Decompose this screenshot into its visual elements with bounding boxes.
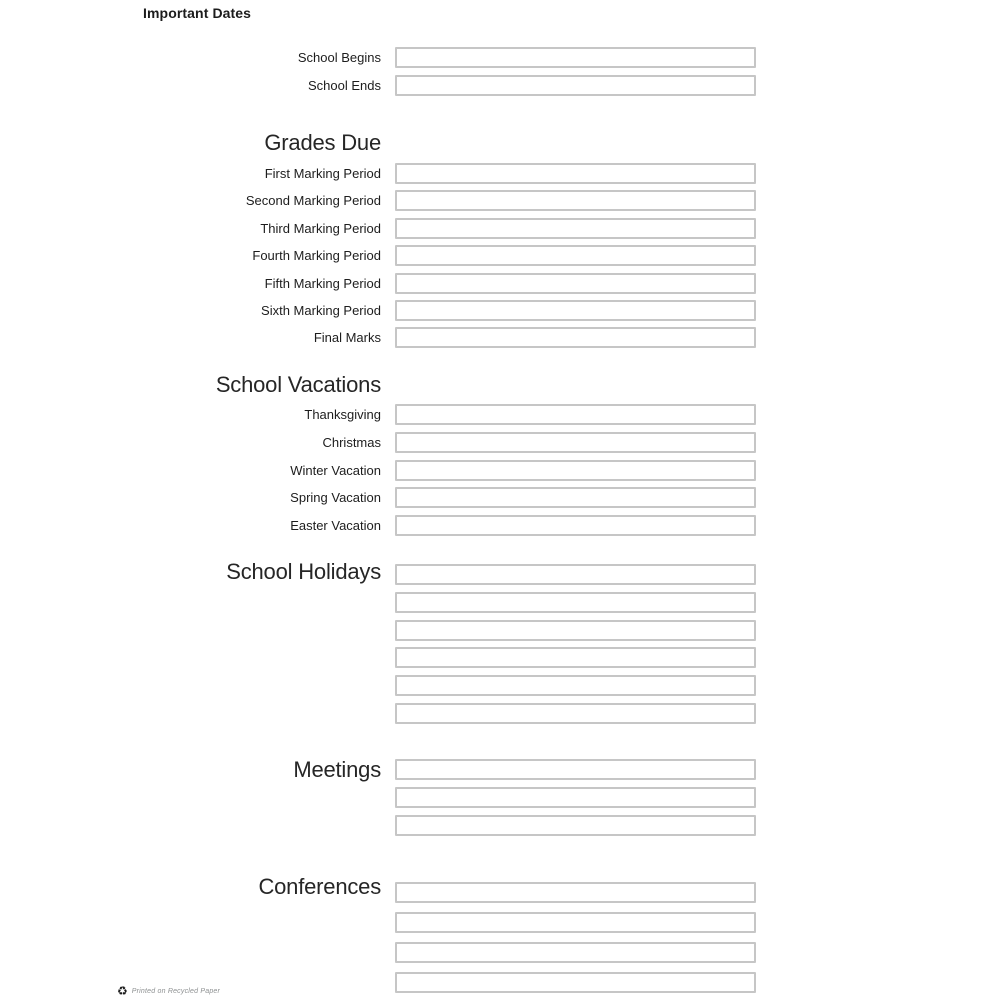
easter-vacation-input[interactable] [395, 515, 756, 536]
form-row [0, 245, 1000, 266]
form-row [0, 815, 1000, 836]
meetings-heading: Meetings [293, 757, 381, 782]
christmas-label: Christmas [322, 435, 381, 450]
form-row [0, 75, 1000, 96]
conference-input-1[interactable] [395, 882, 756, 903]
form-row [0, 404, 1000, 425]
fifth-marking-period-label: Fifth Marking Period [264, 276, 381, 291]
form-row [0, 190, 1000, 211]
footer-text: Printed on Recycled Paper [131, 987, 221, 995]
form-row [0, 327, 1000, 348]
winter-vacation-input[interactable] [395, 460, 756, 481]
school-begins-input[interactable] [395, 47, 756, 68]
christmas-input[interactable] [395, 432, 756, 453]
sixth-marking-period-label: Sixth Marking Period [261, 303, 381, 318]
third-marking-period-label: Third Marking Period [260, 221, 381, 236]
school-ends-label: School Ends [308, 78, 381, 93]
form-row [0, 787, 1000, 808]
page-title: Important Dates [143, 5, 252, 21]
form-row [0, 882, 1000, 903]
form-row [0, 218, 1000, 239]
form-row [0, 515, 1000, 536]
school-begins-label: School Begins [297, 50, 381, 65]
form-row [0, 592, 1000, 613]
form-row [0, 487, 1000, 508]
form-row [0, 647, 1000, 668]
first-marking-period-label: First Marking Period [264, 166, 381, 181]
final-marks-label: Final Marks [313, 330, 381, 345]
form-row [0, 675, 1000, 696]
school-holiday-input-5[interactable] [395, 675, 756, 696]
school-ends-input[interactable] [395, 75, 756, 96]
school-holiday-input-4[interactable] [395, 647, 756, 668]
final-marks-input[interactable] [395, 327, 756, 348]
fourth-marking-period-input[interactable] [395, 245, 756, 266]
school-holiday-input-6[interactable] [395, 703, 756, 724]
thanksgiving-label: Thanksgiving [304, 407, 381, 422]
meeting-input-2[interactable] [395, 787, 756, 808]
second-marking-period-label: Second Marking Period [245, 193, 381, 208]
recycle-icon: ♻ [117, 984, 128, 998]
winter-vacation-label: Winter Vacation [290, 463, 381, 478]
form-row [0, 912, 1000, 933]
easter-vacation-label: Easter Vacation [290, 518, 381, 533]
form-row [0, 703, 1000, 724]
conferences-heading: Conferences [258, 874, 381, 899]
fifth-marking-period-input[interactable] [395, 273, 756, 294]
form-row [0, 432, 1000, 453]
grades-due-heading: Grades Due [264, 130, 381, 155]
form-row [0, 460, 1000, 481]
school-holiday-input-2[interactable] [395, 592, 756, 613]
form-row [0, 564, 1000, 585]
school-holidays-heading: School Holidays [226, 559, 381, 584]
form-row [0, 273, 1000, 294]
fourth-marking-period-label: Fourth Marking Period [252, 248, 381, 263]
form-row [0, 163, 1000, 184]
thanksgiving-input[interactable] [395, 404, 756, 425]
second-marking-period-input[interactable] [395, 190, 756, 211]
footer [117, 985, 220, 997]
form-row [0, 942, 1000, 963]
form-row [0, 47, 1000, 68]
sixth-marking-period-input[interactable] [395, 300, 756, 321]
school-holiday-input-1[interactable] [395, 564, 756, 585]
form-row [0, 300, 1000, 321]
third-marking-period-input[interactable] [395, 218, 756, 239]
conference-input-2[interactable] [395, 912, 756, 933]
first-marking-period-input[interactable] [395, 163, 756, 184]
conference-input-4[interactable] [395, 972, 756, 993]
meeting-input-1[interactable] [395, 759, 756, 780]
spring-vacation-label: Spring Vacation [290, 490, 381, 505]
spring-vacation-input[interactable] [395, 487, 756, 508]
form-row [0, 620, 1000, 641]
school-holiday-input-3[interactable] [395, 620, 756, 641]
school-vacations-heading: School Vacations [215, 372, 381, 397]
conference-input-3[interactable] [395, 942, 756, 963]
form-row [0, 759, 1000, 780]
meeting-input-3[interactable] [395, 815, 756, 836]
